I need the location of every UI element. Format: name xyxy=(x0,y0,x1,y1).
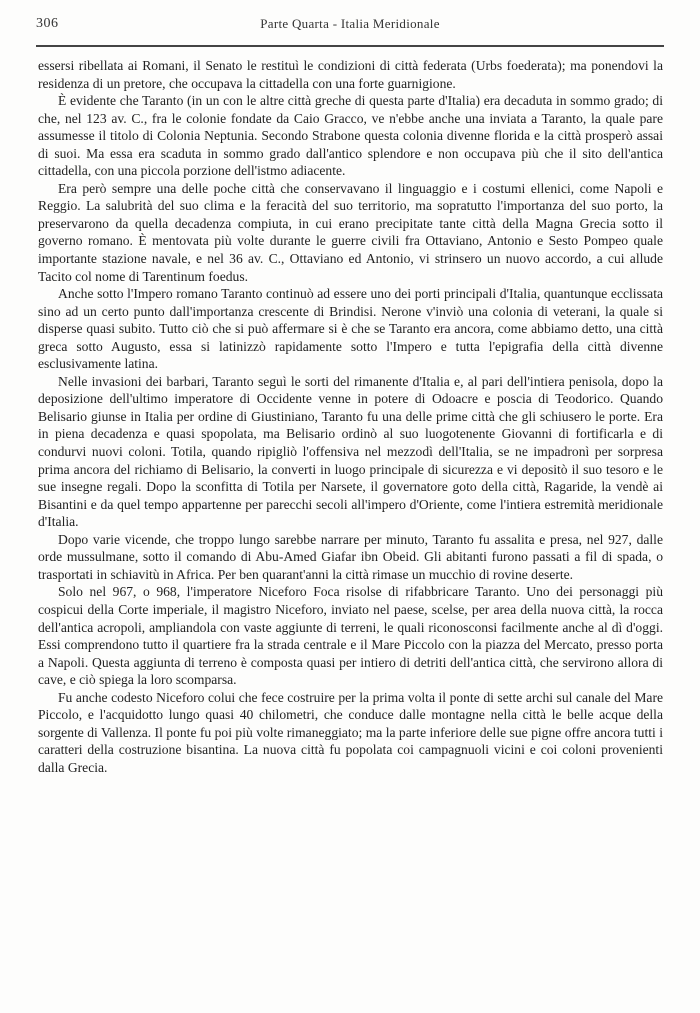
page-header xyxy=(36,16,664,38)
paragraph: Nelle invasioni dei barbari, Taranto seguì le sorti del rimanente d'Italia e, al pari dell'intiera penisola, dopo la deposizione dell'ultimo imperatore di Occidente venne in potere di Odoacre e poscia di Teodorico. Quando Belisario giunse in Italia per ordine di Giustiniano, Taranto fu una delle prime città che gli schiusero le porte. Era in piena decadenza e quasi spopolata, ma Belisario ordinò al suo luogotenente Giovanni di fortificarla e di condurvi nuovi coloni. Totila, quando ripigliò l'offensiva nel mezzodì dell'Italia, se ne impadronì per sorpresa prima ancora del richiamo di Belisario, la converti in luogo principale di sicurezza e vi depositò il suo tesoro e le sue insegne regali. Dopo la sconfitta di Totila per Narsete, il governatore goto della città, Ragaride, la vendè ai Bisantini e da quel tempo appartenne per parecchi secoli all'impero d'Oriente, come l'intiera estremità meridionale d'Italia. xyxy=(38,373,663,530)
running-head: Parte Quarta - Italia Meridionale xyxy=(260,16,440,31)
paragraph: Dopo varie vicende, che troppo lungo sarebbe narrare per minuto, Taranto fu assalita e presa, nel 927, dalle orde mussulmane, sotto il comando di Abu-Amed Giafar ibn Obeid. Gli abitanti furono passati a fil di spada, o trasportati in schiavitù in Africa. Per ben quarant'anni la città rimase un mucchio di rovine deserte. xyxy=(38,531,663,582)
paragraph: Solo nel 967, o 968, l'imperatore Niceforo Foca risolse di rifabbricare Taranto. Uno dei personaggi più cospicui della Corte imperiale, il magistro Niceforo, inviato nel paese, scelse, per area della nuova città, la rocca dell'antica acropoli, ampliandola con vaste aggiunte di terreni, le quali riconosconsi facilmente anche al dì d'oggi. Essi comprendono tutto il quartiere fra la strada centrale e il Mare Piccolo con la piazza del Mercato, presso porta a Napoli. Questa aggiunta di terreno è composta quasi per intiero di detriti dell'antica città, che servirono allora di cave, e ciò spiega la loro scomparsa. xyxy=(38,584,663,688)
body-text xyxy=(38,57,663,776)
paragraph: Anche sotto l'Impero romano Taranto continuò ad essere uno dei porti principali d'Italia, quantunque ecclissata sino ad un certo punto dall'importanza crescente di Brindisi. Nerone v'inviò una colonia di veterani, la quale si disperse quasi subito. Tutto ciò che si può affermare si è che se Taranto era ancora, come abbiamo detto, una città greca sotto Augusto, essa si latinizzò rapidamente sotto l'Impero e tutta l'epigrafia della città divenne esclusivamente latina. xyxy=(38,286,663,372)
paragraph: essersi ribellata ai Romani, il Senato le restituì le condizioni di città federata (Urbs foederata); ma ponendovi la residenza di un pretore, che occupava la cittadella con una forte guarnigione. xyxy=(38,58,663,91)
paragraph: Era però sempre una delle poche città che conservavano il linguaggio e i costumi ellenici, come Napoli e Reggio. La salubrità del suo clima e la feracità del suo territorio, ma sopratutto l'importanza del suo porto, la preservarono da quella decadenza compiuta, in cui erano precipitate tante città della Magna Grecia sotto il governo romano. È mentovata più volte durante le guerre civili fra Ottaviano, Antonio e Sesto Pompeo quale importante stazione navale, e nel 36 av. C., Ottaviano ed Antonio, vi strinsero un nuovo accordo, a cui allude Tacito col nome di Tarentinum foedus. xyxy=(38,180,663,284)
header-rule xyxy=(36,45,664,47)
paragraph: È evidente che Taranto (in un con le altre città greche di questa parte d'Italia) era decaduta in sommo grado; di che, nel 123 av. C., fra le colonie fondate da Caio Gracco, ve n'ebbe anche una inviata a Taranto, la quale pare assumesse il titolo di Colonia Neptunia. Secondo Strabone questa colonia divenne florida e la città prosperò assai di suoi. Ma essa era scaduta in sommo grado dall'antico splendore e non occupava più che il sito dell'antica cittadella, con una piccola porzione dell'istmo adiacente. xyxy=(38,93,663,179)
page-number: 306 xyxy=(36,16,59,31)
paragraph: Fu anche codesto Niceforo colui che fece costruire per la prima volta il ponte di sette archi sul canale del Mare Piccolo, e l'acquidotto lungo quasi 40 chilometri, che conduce dalle montagne nella città le belle acque della sorgente di Vallenza. Il ponte fu poi più volte rimaneggiato; ma la parte inferiore delle sue pigne offre ancora tutti i caratteri della costruzione bisantina. La nuova città fu popolata coi campagnuoli vicini e coi coloni provenienti dalla Grecia. xyxy=(38,689,663,775)
